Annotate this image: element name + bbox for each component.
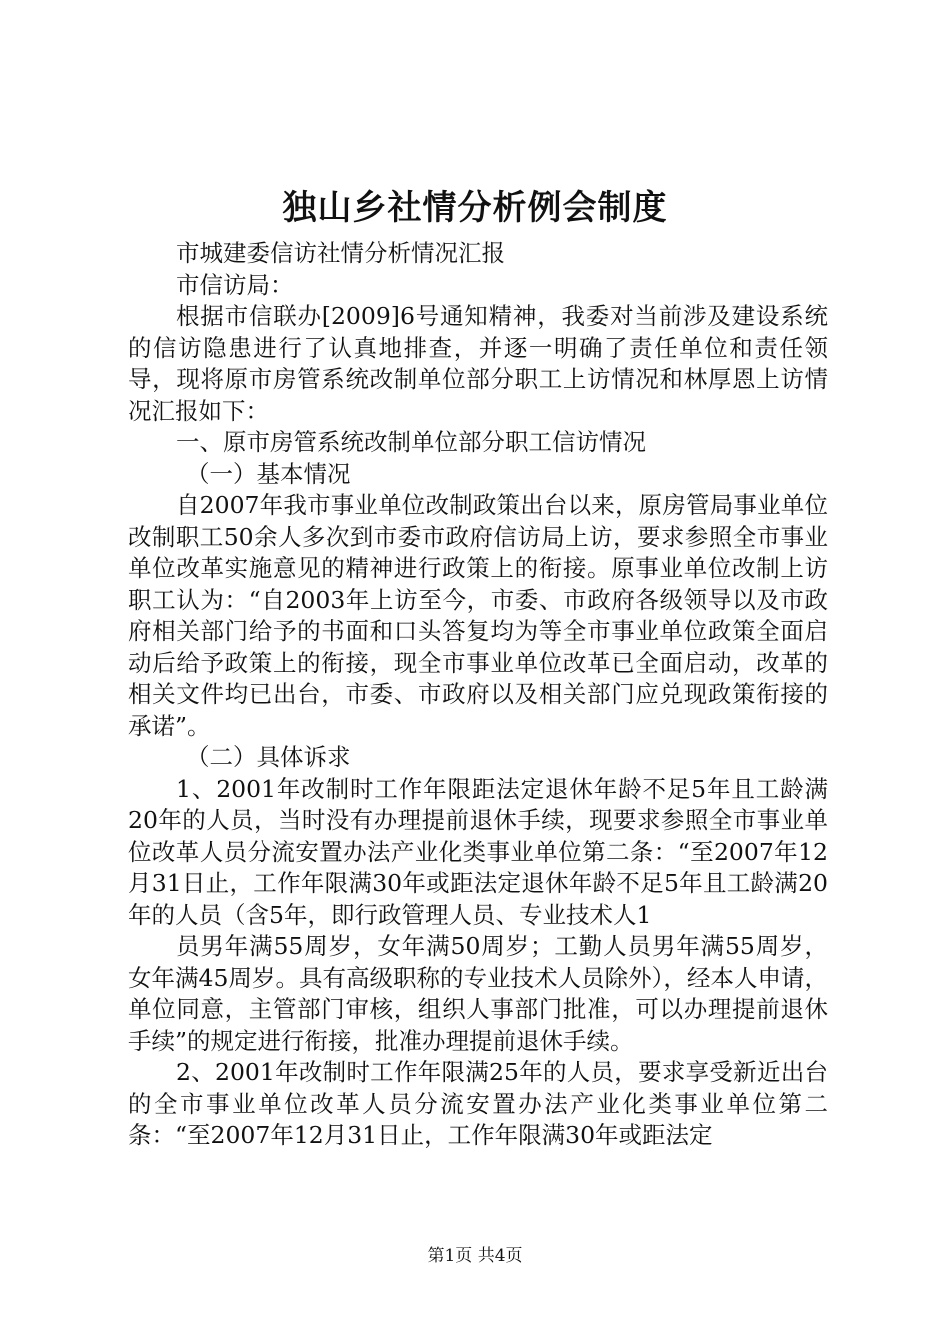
subsection-heading-2: （二）具体诉求 [186, 743, 351, 771]
section-heading-1: 一、原市房管系统改制单位部分职工信访情况 [176, 428, 646, 456]
report-subtitle: 市城建委信访社情分析情况汇报 [176, 239, 505, 267]
document-title: 独山乡社情分析例会制度 [282, 188, 668, 228]
page-footer: 第1页 共4页 [427, 1246, 523, 1266]
demand-item-2: 2、2001年改制时工作年限满25年的人员，要求享受新近出台的全市事业单位改革人员分流安置办法产业化类事业单位第二条：“至2007年12月31日止，工作年限满30年或距法定 [128, 1058, 828, 1149]
document-body [128, 238, 828, 1152]
subsection-heading-1: （一）基本情况 [186, 459, 351, 488]
basic-situation-paragraph: 自2007年我市事业单位改制政策出台以来，原房管局事业单位改制职工50余人多次到市委市政府信访局上访，要求参照全市事业单位改革实施意见的精神进行政策上的衔接。原事业单位改制上访职工认为：“自2003年上访至今，市委、市政府各级领导以及市政府相关部门给予的书面和口头答复均为等全市事业单位政策全面启动后给予政策上的衔接，现全市事业单位改革已全面启动，改革的相关文件均已出台，市委、市政府以及相关部门应兑现政策衔接的承诺”。 [128, 491, 828, 740]
demand-item-1-continued: 员男年满55周岁，女年满50周岁；工勤人员男年满55周岁，女年满45周岁。具有高级职称的专业技术人员除外），经本人申请，单位同意，主管部门审核，组织人事部门批准，可以办理提前退休手续”的规定进行衔接，批准办理提前退休手续。 [128, 932, 828, 1055]
demand-item-1: 1、2001年改制时工作年限距法定退休年龄不足5年且工龄满20年的人员，当时没有办理提前退休手续，现要求参照全市事业单位改革人员分流安置办法产业化类事业单位第二条：“至2007年12月31日止，工作年限满30年或距法定退休年龄不足5年且工龄满20年的人员（含5年，即行政管理人员、专业技术人1 [128, 774, 828, 929]
addressee: 市信访局： [176, 270, 294, 299]
intro-paragraph: 根据市信联办[2009]6号通知精神，我委对当前涉及建设系统的信访隐患进行了认真地排查，并逐一明确了责任单位和责任领导，现将原市房管系统改制单位部分职工上访情况和林厚恩上访情况汇报如下： [128, 302, 828, 425]
